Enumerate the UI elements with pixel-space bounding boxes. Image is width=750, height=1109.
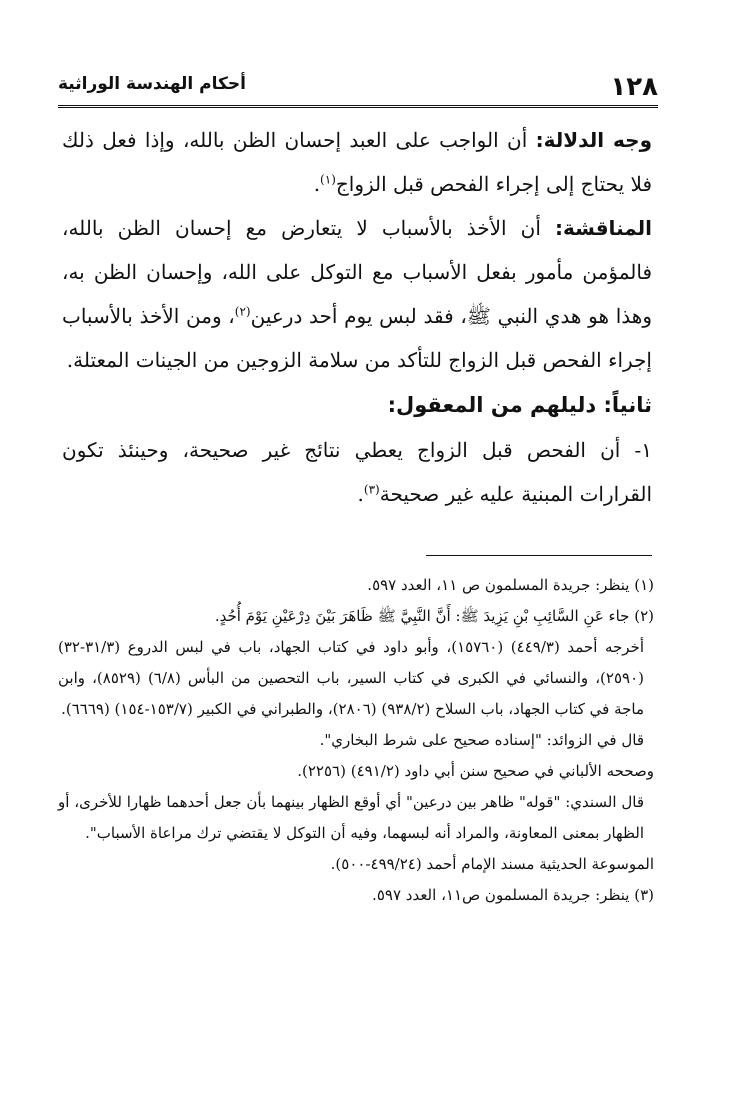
footnote-3: (٣) ينظر: جريدة المسلمون ص١١، العدد ٥٩٧. [372, 886, 654, 904]
footnote-2-takhrij: أخرجه أحمد (٤٤٩/٣) (١٥٧٦٠)، وأبو داود في كتاب الجهاد، باب في لبس الدروع (٣١/٣-٣٢) (٢٥٩٠)، والنسائي في الكبرى في كتاب السير، باب التحصين من البأس (٦/٨) (٨٥٢٩)، وابن ماجة في كتاب الجهاد، باب السلاح (٩٣٨/٢) (٢٨٠٦)، والطبراني في الكبير (١٥٣/٧-١٥٤) (٦٦٦٩). [58, 638, 644, 718]
punct: . [357, 482, 364, 506]
point-1-text: ١- أن الفحص قبل الزواج يعطي نتائج غير صحيحة، وحينئذ تكون القرارات المبنية عليه غير صحيحة [62, 438, 652, 506]
header-rule [58, 105, 658, 108]
paragraph-discussion [62, 206, 652, 382]
footnote-2-sindi: قال السندي: "قوله" ظاهر بين درعين" أي أوقع الظهار بينهما بأن جعل أحدهما ظهارا للأخرى، أو الظهار بمعنى المعاونة، والمراد أنه لبسهما، وفيه أن التوكل لا يقتضي ترك مراعاة الأسباب". [58, 793, 644, 842]
punct: . [313, 172, 321, 196]
footnote-ref-2[interactable]: (٢) [234, 304, 251, 319]
footnote-ref-3[interactable]: (٣) [363, 482, 380, 497]
label-evidence: وجه الدلالة: [535, 128, 653, 152]
footnote-1: (١) ينظر: جريدة المسلمون ص ١١، العدد ٥٩٧. [367, 576, 654, 594]
footnote-2-zawaid: قال في الزوائد: "إسناده صحيح على شرط البخاري". [319, 731, 644, 749]
discussion-text-cont: ، ومن الأخذ بالأسباب إجراء الفحص قبل الزواج للتأكد من سلامة الزوجين من الجينات المعتلة. [62, 304, 652, 372]
footnote-2-hadith: (٢) جاء عَنِ السَّائِبِ بْنِ يَزِيدَ ﷺ: أَنَّ النَّبِيَّ ﷺ ظَاهَرَ بَيْنَ دِرْعَيْنِ يَوْمَ أُحُدٍ. [214, 607, 654, 625]
discussion-text: أن الأخذ بالأسباب لا يتعارض مع إحسان الظن بالله، فالمؤمن مأمور بفعل الأسباب مع التوكل على الله، وإحسان الظن به، وهذا هو هدي النبي ﷺ، فقد لبس يوم أحد درعين [62, 216, 652, 328]
running-title: أحكام الهندسة الوراثية [58, 74, 246, 94]
main-text [62, 118, 652, 516]
paragraph-evidence [62, 118, 652, 206]
footnotes [58, 570, 654, 911]
footnote-2-albani: وصححه الألباني في صحيح سنن أبي داود (٤٩١/٢) (٢٢٥٦). [297, 762, 654, 780]
footnote-2-mawsua: الموسوعة الحديثية مسند الإمام أحمد (٤٩٩/٢٤-٥٠٠). [330, 855, 654, 873]
page-number: ١٢٨ [610, 72, 658, 102]
section-heading: ثانياً: دليلهم من المعقول: [387, 393, 652, 417]
footnote-ref-1[interactable]: (١) [320, 172, 336, 187]
evidence-text: أن الواجب على العبد إحسان الظن بالله، وإذا فعل ذلك فلا يحتاج إلى إجراء الفحص قبل الزواج [62, 128, 652, 196]
footnote-separator [426, 555, 652, 556]
page-header [58, 68, 658, 102]
label-discussion: المناقشة: [554, 216, 653, 240]
paragraph-point-1 [62, 428, 652, 516]
